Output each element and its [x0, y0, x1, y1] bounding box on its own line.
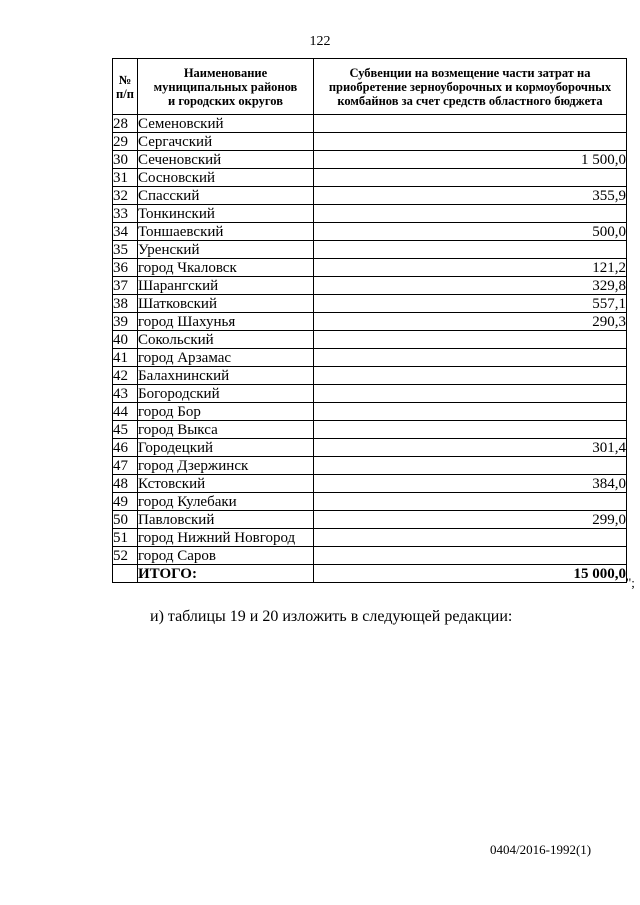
row-value [314, 367, 627, 385]
row-value: 299,0 [314, 511, 627, 529]
table-row [113, 115, 627, 133]
row-value [314, 349, 627, 367]
row-name: город Саров [138, 547, 314, 565]
table-row [113, 133, 627, 151]
table-row [113, 205, 627, 223]
row-number: 42 [113, 367, 138, 385]
table-header-row [113, 59, 627, 115]
row-name: Кстовский [138, 475, 314, 493]
table-row [113, 349, 627, 367]
table-row [113, 547, 627, 565]
table-row [113, 403, 627, 421]
row-value: 557,1 [314, 295, 627, 313]
row-value [314, 421, 627, 439]
row-number: 32 [113, 187, 138, 205]
row-number: 31 [113, 169, 138, 187]
row-name: Сосновский [138, 169, 314, 187]
row-name: Спасский [138, 187, 314, 205]
table-row [113, 475, 627, 493]
table-row [113, 511, 627, 529]
row-number: 49 [113, 493, 138, 511]
table-row [113, 259, 627, 277]
row-number: 38 [113, 295, 138, 313]
table-row [113, 277, 627, 295]
table-row [113, 295, 627, 313]
table-row [113, 313, 627, 331]
header-name [138, 59, 314, 115]
table-row [113, 223, 627, 241]
row-number: 28 [113, 115, 138, 133]
table-row [113, 385, 627, 403]
table-row [113, 529, 627, 547]
row-value: 1 500,0 [314, 151, 627, 169]
row-value [314, 547, 627, 565]
row-number: 43 [113, 385, 138, 403]
row-name: Балахнинский [138, 367, 314, 385]
row-number: 50 [113, 511, 138, 529]
row-name: город Выкса [138, 421, 314, 439]
row-value [314, 529, 627, 547]
row-number: 48 [113, 475, 138, 493]
row-name: Шарангский [138, 277, 314, 295]
header-number-label: № п/п [116, 72, 134, 101]
row-number: 36 [113, 259, 138, 277]
row-value [314, 493, 627, 511]
row-number: 41 [113, 349, 138, 367]
row-name: Семеновский [138, 115, 314, 133]
row-number: 33 [113, 205, 138, 223]
row-value [314, 331, 627, 349]
table-row [113, 241, 627, 259]
table-row [113, 151, 627, 169]
row-name: город Чкаловск [138, 259, 314, 277]
row-number: 45 [113, 421, 138, 439]
row-number: 44 [113, 403, 138, 421]
table-row [113, 187, 627, 205]
row-number: 47 [113, 457, 138, 475]
header-value [314, 59, 627, 115]
row-value [314, 133, 627, 151]
row-name: город Арзамас [138, 349, 314, 367]
row-value [314, 205, 627, 223]
row-name: город Бор [138, 403, 314, 421]
row-value [314, 457, 627, 475]
row-number: 39 [113, 313, 138, 331]
row-name: Тонкинский [138, 205, 314, 223]
row-name: Городецкий [138, 439, 314, 457]
row-name: Уренский [138, 241, 314, 259]
row-value [314, 385, 627, 403]
row-value [314, 403, 627, 421]
row-name: город Кулебаки [138, 493, 314, 511]
row-number: 35 [113, 241, 138, 259]
row-value: 290,3 [314, 313, 627, 331]
row-value: 121,2 [314, 259, 627, 277]
row-value: 500,0 [314, 223, 627, 241]
row-value [314, 241, 627, 259]
row-number: 30 [113, 151, 138, 169]
row-name: город Шахунья [138, 313, 314, 331]
header-number [113, 59, 138, 115]
table-row [113, 367, 627, 385]
row-name: Сергачский [138, 133, 314, 151]
page-number: 122 [309, 34, 331, 49]
table-row [113, 439, 627, 457]
row-name: Шатковский [138, 295, 314, 313]
table-body [113, 115, 627, 583]
row-number: 29 [113, 133, 138, 151]
header-name-label: Наименование муниципальных районов и городских округов [153, 65, 298, 108]
table-total-row [113, 565, 627, 583]
row-name: Павловский [138, 511, 314, 529]
instruction-text: и) таблицы 19 и 20 изложить в следующей редакции: [150, 608, 513, 625]
total-value: 15 000,0 [314, 565, 627, 583]
row-number: 40 [113, 331, 138, 349]
row-value: 355,9 [314, 187, 627, 205]
row-value: 384,0 [314, 475, 627, 493]
table-row [113, 493, 627, 511]
row-value [314, 169, 627, 187]
row-name: город Нижний Новгород [138, 529, 314, 547]
table-row [113, 169, 627, 187]
row-value [314, 115, 627, 133]
table-row [113, 331, 627, 349]
row-number: 51 [113, 529, 138, 547]
row-name: Тоншаевский [138, 223, 314, 241]
closing-quote: "; [626, 575, 635, 590]
row-number: 34 [113, 223, 138, 241]
row-value: 329,8 [314, 277, 627, 295]
table-row [113, 421, 627, 439]
subsidy-table [112, 58, 627, 583]
row-name: город Дзержинск [138, 457, 314, 475]
row-value: 301,4 [314, 439, 627, 457]
row-number: 37 [113, 277, 138, 295]
table-row [113, 457, 627, 475]
row-number: 46 [113, 439, 138, 457]
document-code: 0404/2016-1992(1) [490, 842, 592, 857]
row-number: 52 [113, 547, 138, 565]
total-empty-cell [113, 565, 138, 583]
total-label: ИТОГО: [138, 565, 314, 583]
header-value-label: Субвенции на возмещение части затрат на приобретение зерноуборочных и кормоуборочных комбайнов за счет средств областного бюджета [328, 65, 612, 108]
row-name: Сокольский [138, 331, 314, 349]
row-name: Богородский [138, 385, 314, 403]
row-name: Сеченовский [138, 151, 314, 169]
